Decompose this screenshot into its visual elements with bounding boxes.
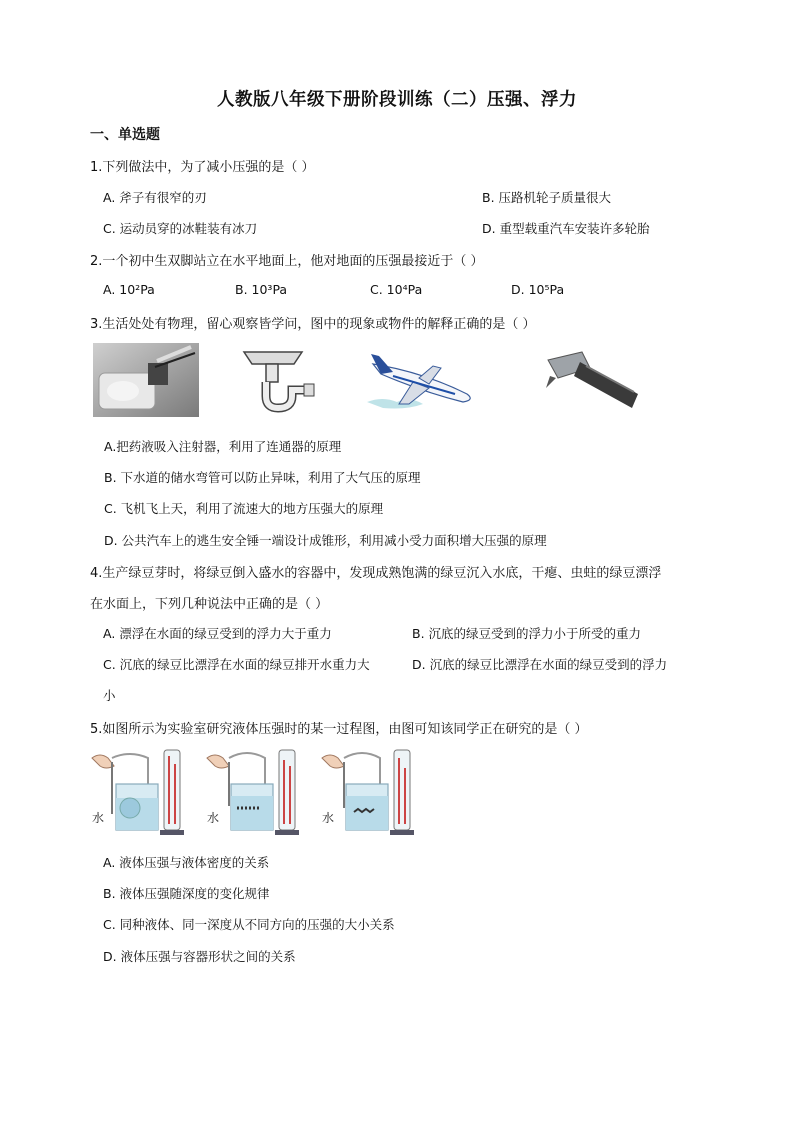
pressure-experiment-figure-1 <box>90 746 190 842</box>
pressure-experiment-figure-2 <box>205 746 305 842</box>
question-2-stem: 2.一个初中生双脚站立在水平地面上，他对地面的压强最接近于（ ） <box>90 254 484 269</box>
q3-option-a: A.把药液吸入注射器，利用了连通器的原理 <box>104 439 342 454</box>
q2-option-a: A. 10²Pa <box>103 282 155 297</box>
page-title: 人教版八年级下册阶段训练（二）压强、浮力 <box>217 90 577 110</box>
q4-option-d-wrap: 小 <box>103 688 116 703</box>
q2-option-d: D. 10⁵Pa <box>511 282 565 297</box>
pressure-experiment-figure-3 <box>320 746 420 842</box>
airplane-image <box>363 346 481 412</box>
safety-hammer-image <box>540 348 642 414</box>
water-label-1: 水 <box>92 811 105 825</box>
question-1-stem: 1.下列做法中，为了减小压强的是（ ） <box>90 160 315 175</box>
drain-trap-image <box>238 346 318 416</box>
water-label-2: 水 <box>207 811 220 825</box>
syringe-photo-image <box>93 343 199 417</box>
question-4-stem-line1: 4.生产绿豆芽时，将绿豆倒入盛水的容器中，发现成熟饱满的绿豆沉入水底，干瘪、虫蛀的绿豆漂浮 <box>90 566 662 581</box>
q5-option-a: A. 液体压强与液体密度的关系 <box>103 855 270 870</box>
q1-option-c: C. 运动员穿的冰鞋装有冰刀 <box>103 221 258 236</box>
question-4-stem-line2: 在水面上，下列几种说法中正确的是（ ） <box>90 597 329 612</box>
q1-option-b: B. 压路机轮子质量很大 <box>482 190 612 205</box>
q5-option-d: D. 液体压强与容器形状之间的关系 <box>103 949 296 964</box>
q2-option-c: C. 10⁴Pa <box>370 282 423 297</box>
q3-option-d: D. 公共汽车上的逃生安全锤一端设计成锥形，利用减小受力面积增大压强的原理 <box>104 533 547 548</box>
q4-option-b: B. 沉底的绿豆受到的浮力小于所受的重力 <box>412 626 642 641</box>
section-heading: 一、单选题 <box>90 127 160 143</box>
question-5-stem: 5.如图所示为实验室研究液体压强时的某一过程图，由图可知该同学正在研究的是（ ） <box>90 722 588 737</box>
q5-option-c: C. 同种液体、同一深度从不同方向的压强的大小关系 <box>103 917 395 932</box>
q3-option-b: B. 下水道的储水弯管可以防止异味，利用了大气压的原理 <box>104 470 421 485</box>
water-label-3: 水 <box>322 811 335 825</box>
q5-option-b: B. 液体压强随深度的变化规律 <box>103 886 270 901</box>
q4-option-d: D. 沉底的绿豆比漂浮在水面的绿豆受到的浮力 <box>412 657 668 672</box>
q4-option-c: C. 沉底的绿豆比漂浮在水面的绿豆排开水重力大 <box>103 657 370 672</box>
q1-option-d: D. 重型载重汽车安装许多轮胎 <box>482 221 650 236</box>
q4-option-a: A. 漂浮在水面的绿豆受到的浮力大于重力 <box>103 626 332 641</box>
q2-option-b: B. 10³Pa <box>235 282 288 297</box>
q3-option-c: C. 飞机飞上天，利用了流速大的地方压强大的原理 <box>104 501 384 516</box>
q1-option-a: A. 斧子有很窄的刃 <box>103 190 207 205</box>
question-3-stem: 3.生活处处有物理，留心观察皆学问，图中的现象或物件的解释正确的是（ ） <box>90 317 536 332</box>
